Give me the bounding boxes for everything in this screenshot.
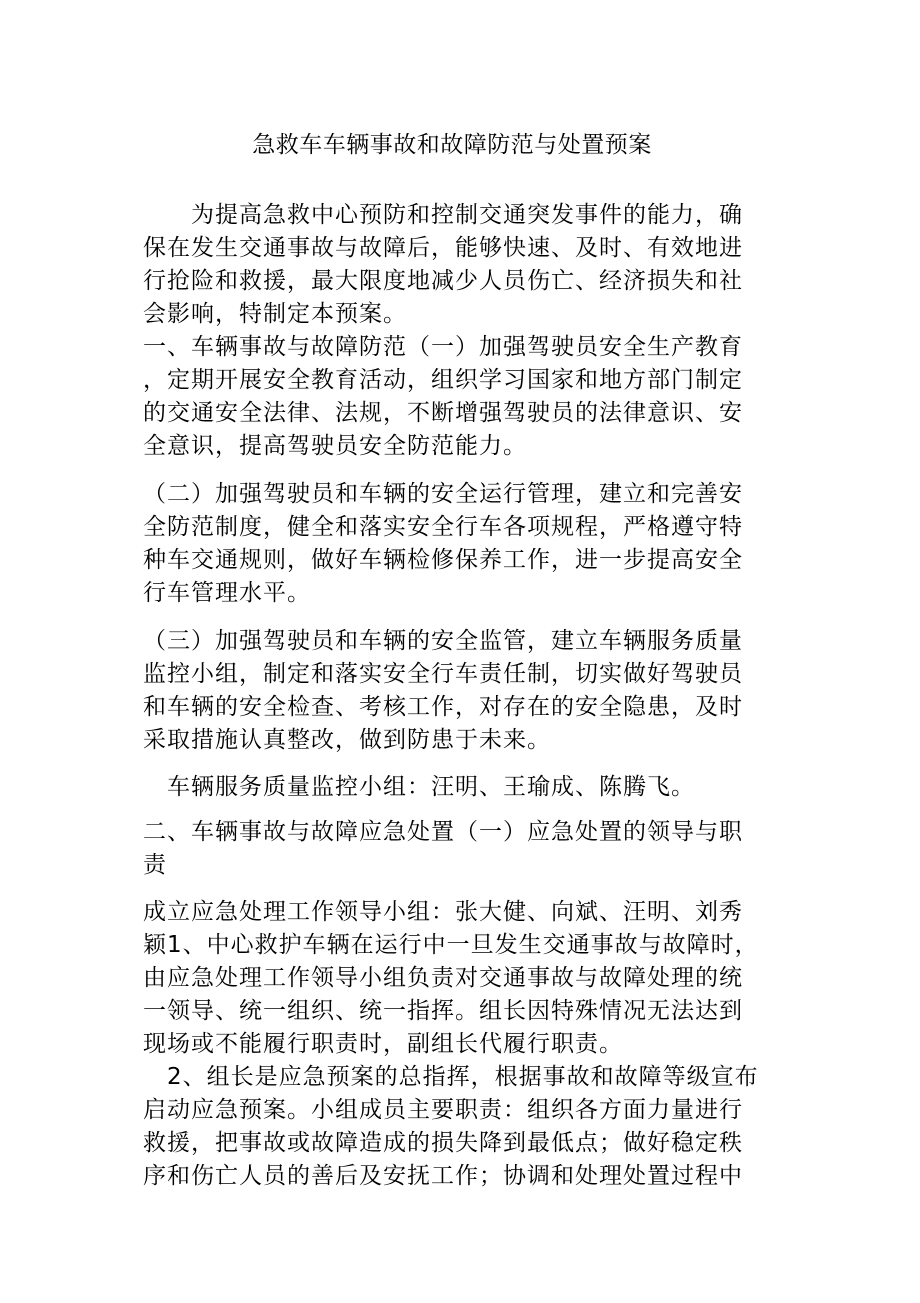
text-line: 启动应急预案。小组成员主要职责：组织各方面力量进行: [143, 1097, 743, 1123]
text-line: 和车辆的安全检查、考核工作，对存在的安全隐患，及时: [143, 694, 743, 720]
document-title: 急救车车辆事故和故障防范与处置预案: [252, 132, 652, 158]
text-line: 会影响，特制定本预案。: [143, 301, 407, 327]
text-line: 由应急处理工作领导小组负责对交通事故与故障处理的统: [143, 965, 743, 991]
text-line: 采取措施认真整改，做到防患于未来。: [143, 727, 551, 753]
text-line: 全意识，提高驾驶员安全防范能力。: [143, 433, 527, 459]
text-line: 车辆服务质量监控小组：汪明、王瑜成、陈腾飞。: [143, 774, 695, 800]
paragraph-gap: [143, 757, 768, 771]
text-line: 种车交通规则，做好车辆检修保养工作，进一步提高安全: [143, 547, 743, 573]
text-line: 一、车辆事故与故障防范（一）加强驾驶员安全生产教育: [143, 334, 743, 360]
paragraph-gap: [143, 882, 768, 896]
text-line: 监控小组，制定和落实安全行车责任制，切实做好驾驶员: [143, 661, 743, 687]
text-line: ，定期开展安全教育活动，组织学习国家和地方部门制定: [143, 367, 743, 393]
text-line: （三）加强驾驶员和车辆的安全监管，建立车辆服务质量: [143, 628, 743, 654]
text-line: 序和伤亡人员的善后及安抚工作；协调和处理处置过程中: [143, 1163, 743, 1189]
text-line: 颖1、中心救护车辆在运行中一旦发生交通事故与故障时，: [143, 932, 759, 958]
text-line: 救援，把事故或故障造成的损失降到最低点；做好稳定秩: [143, 1130, 743, 1156]
text-line: （二）加强驾驶员和车辆的安全运行管理，建立和完善安: [143, 481, 743, 507]
text-line: 现场或不能履行职责时，副组长代履行职责。: [143, 1031, 623, 1057]
text-line: 全防范制度，健全和落实安全行车各项规程，严格遵守特: [143, 514, 743, 540]
text-line: 为提高急救中心预防和控制交通突发事件的能力，确: [143, 202, 743, 228]
text-line: 一领导、统一组织、统一指挥。组长因特殊情况无法达到: [143, 998, 743, 1024]
text-line: 保在发生交通事故与故障后，能够快速、及时、有效地进: [143, 235, 743, 261]
text-line: 责: [143, 852, 167, 878]
paragraph-gap: [143, 804, 768, 816]
text-line: 成立应急处理工作领导小组：张大健、向斌、汪明、刘秀: [143, 899, 743, 925]
document-body: [143, 199, 768, 1193]
paragraph-gap: [143, 463, 768, 478]
text-line: 二、车辆事故与故障应急处置（一）应急处置的领导与职: [143, 819, 743, 845]
text-line: 行抢险和救援，最大限度地减少人员伤亡、经济损失和社: [143, 268, 743, 294]
paragraph-gap: [143, 610, 768, 625]
text-line: 的交通安全法律、法规，不断增强驾驶员的法律意识、安: [143, 400, 743, 426]
text-line: 行车管理水平。: [143, 580, 311, 606]
text-line: 2、组长是应急预案的总指挥，根据事故和故障等级宣布: [143, 1064, 759, 1090]
